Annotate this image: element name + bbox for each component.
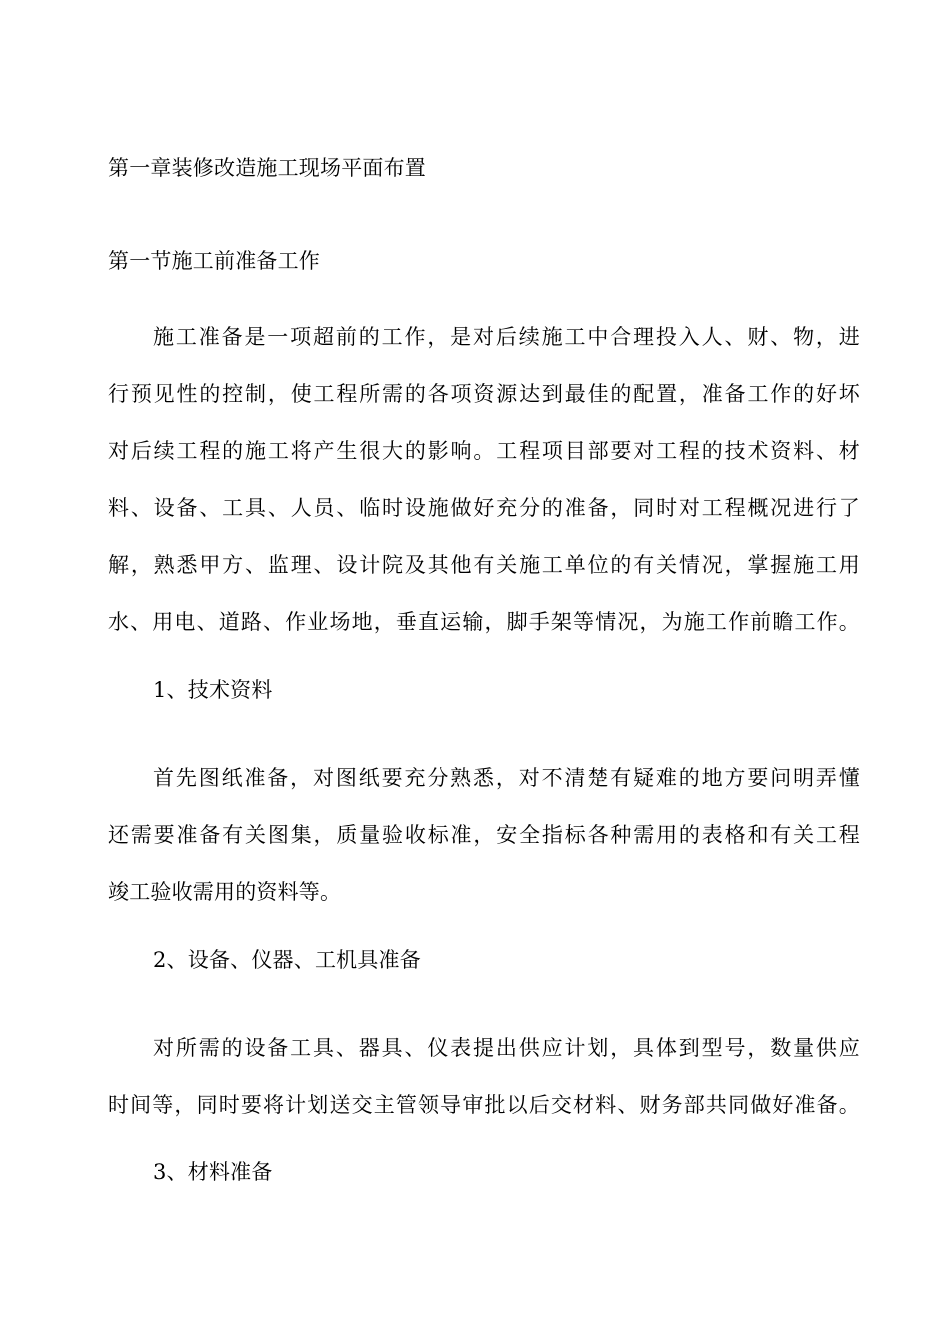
- paragraph-line: 对后续工程的施工将产生很大的影响。工程项目部要对工程的技术资料、材: [108, 439, 860, 463]
- paragraph-line: 行预见性的控制，使工程所需的各项资源达到最佳的配置，准备工作的好坏: [108, 382, 860, 406]
- paragraph-line: 还需要准备有关图集，质量验收标准，安全指标各种需用的表格和有关工程: [108, 823, 860, 847]
- paragraph-line: 首先图纸准备，对图纸要充分熟悉，对不清楚有疑难的地方要问明弄懂: [153, 766, 860, 790]
- paragraph-line: 时间等，同时要将计划送交主管领导审批以后交材料、财务部共同做好准备。: [108, 1093, 860, 1117]
- item-3-title: 3、材料准备: [153, 1160, 273, 1184]
- section-title: 第一节施工前准备工作: [108, 249, 320, 273]
- paragraph-line: 施工准备是一项超前的工作，是对后续施工中合理投入人、财、物，进: [153, 325, 860, 349]
- item-2-title: 2、设备、仪器、工机具准备: [153, 948, 421, 972]
- chapter-title: 第一章装修改造施工现场平面布置: [108, 156, 426, 180]
- paragraph-line: 对所需的设备工具、器具、仪表提出供应计划，具体到型号，数量供应: [153, 1036, 860, 1060]
- paragraph-line: 水、用电、道路、作业场地，垂直运输，脚手架等情况，为施工作前瞻工作。: [108, 610, 860, 634]
- paragraph-line: 解，熟悉甲方、监理、设计院及其他有关施工单位的有关情况，掌握施工用: [108, 553, 860, 577]
- paragraph-line: 料、设备、工具、人员、临时设施做好充分的准备，同时对工程概况进行了: [108, 496, 860, 520]
- item-1-title: 1、技术资料: [153, 678, 273, 702]
- paragraph-line: 竣工验收需用的资料等。: [108, 880, 342, 904]
